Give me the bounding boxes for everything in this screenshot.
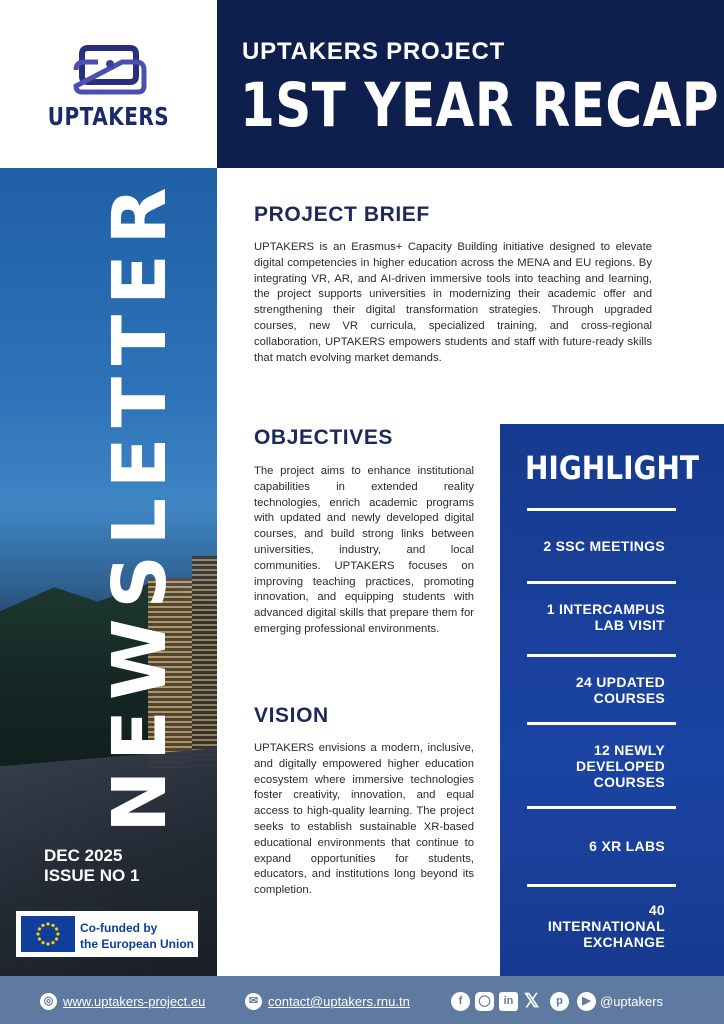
building-image	[192, 556, 217, 768]
pinterest-icon[interactable]: p	[550, 992, 569, 1011]
eu-flag-icon	[21, 916, 75, 952]
highlight-item-line: 1 INTERCAMPUS	[546, 601, 665, 617]
globe-icon: ◎	[40, 993, 57, 1010]
instagram-icon[interactable]: ◯	[475, 992, 494, 1011]
issue-number: ISSUE NO 1	[44, 866, 140, 885]
highlight-item	[510, 601, 665, 633]
header-title: 1ST YEAR RECAP	[240, 70, 719, 141]
highlight-item-line: INTERNATIONAL	[547, 918, 665, 934]
project-brief-text: UPTAKERS is an Erasmus+ Capacity Building initiative designed to elevate digital competencies in higher education across the MENA and EU regions. By integrating VR, AR, and AI-driven immersive tools into teaching and learning, the project supports universities in modernizing their academic offer and strengthening their digital transformation strategies. Through upgraded courses, new VR curricula, specialized training, and cross-regional collaboration, UPTAKERS empowers students and staff with future-ready skills that match evolving market demands.	[254, 241, 652, 364]
highlight-item	[510, 674, 665, 706]
highlight-item	[510, 538, 665, 554]
highlight-item-line: COURSES	[593, 690, 665, 706]
divider	[527, 722, 676, 725]
divider	[527, 654, 676, 657]
mail-icon: ✉	[245, 993, 262, 1010]
objectives-text: The project aims to enhance institutional capabilities in extended reality technologies, enrich academic programs with updated and newly developed digital courses, and build strong links between universities, industry, and local communities. UPTAKERS focuses on improving teaching practices, promoting innovation, and equipping students with advanced digital skills that prepare them for emerging professional environments.	[254, 465, 474, 635]
logo-panel	[0, 0, 217, 168]
social-handle: @uptakers	[600, 994, 664, 1009]
eu-funding-badge	[16, 911, 198, 957]
highlight-item-line: DEVELOPED	[575, 758, 665, 774]
issue-date: DEC 2025	[44, 846, 123, 865]
highlight-item-line: COURSES	[593, 774, 665, 790]
email-link[interactable]: contact@uptakers.rnu.tn	[268, 994, 410, 1009]
highlight-item	[510, 838, 665, 854]
highlight-item-line: 2 SSC MEETINGS	[543, 538, 665, 554]
vision-heading: VISION	[254, 704, 329, 727]
highlight-item-line: 40	[648, 902, 665, 918]
objectives-heading: OBJECTIVES	[254, 426, 394, 449]
highlight-item-line: 6 XR LABS	[589, 838, 665, 854]
highlight-item-line: EXCHANGE	[583, 934, 665, 950]
highlight-item-line: 12 NEWLY	[593, 742, 665, 758]
divider	[527, 806, 676, 809]
eu-label-line1: Co-funded by	[80, 921, 158, 935]
youtube-icon[interactable]: ▶	[577, 992, 596, 1011]
newsletter-vertical-title: NEWSLETTER	[97, 177, 183, 833]
highlight-item-line: LAB VISIT	[594, 617, 665, 633]
linkedin-icon[interactable]: in	[499, 992, 518, 1011]
project-brief-heading: PROJECT BRIEF	[254, 203, 430, 226]
divider	[527, 884, 676, 887]
divider	[527, 508, 676, 511]
x-icon[interactable]: 𝕏	[524, 991, 540, 1012]
uptakers-logo-icon	[72, 42, 148, 98]
header-subtitle: UPTAKERS PROJECT	[242, 38, 506, 65]
divider	[527, 581, 676, 584]
highlight-item-line: 24 UPDATED	[575, 674, 665, 690]
facebook-icon[interactable]: f	[451, 992, 470, 1011]
vision-text: UPTAKERS envisions a modern, inclusive, and digitally empowered higher education ecosystem where immersive technologies foster creativity, innovation, and equal access to high-quality learning. The project seeks to establish sustainable XR-based educational environments that continue to expand opportunities for students, educators, and institutions long beyond its completion.	[254, 742, 474, 897]
highlight-heading: HIGHLIGHT	[524, 449, 700, 487]
highlight-item	[510, 742, 665, 790]
highlight-item	[510, 902, 665, 950]
eu-label-line2: the European Union	[80, 937, 194, 951]
website-link[interactable]: www.uptakers-project.eu	[63, 994, 206, 1009]
logo-text: UPTAKERS	[47, 101, 170, 131]
